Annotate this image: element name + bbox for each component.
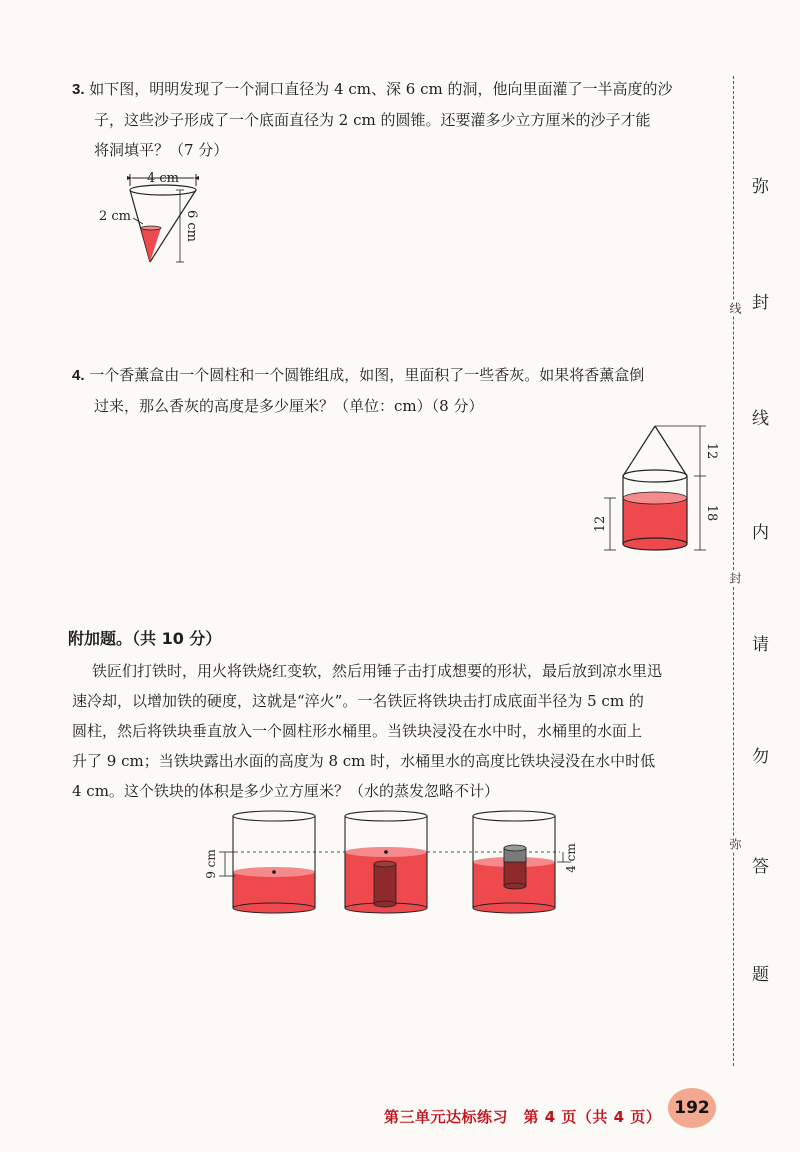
q3-line-1: 3. 如下图，明明发现了一个洞口直径为 4 cm、深 6 cm 的洞，他向里面灌了一半高度的沙 xyxy=(72,80,673,98)
footer-caption: 第三单元达标练习 第 4 页（共 4 页） xyxy=(384,1108,662,1126)
bonus-buckets-figure xyxy=(195,806,595,916)
bonus-line-4: 升了 9 cm；当铁块露出水面的高度为 8 cm 时，水桶里水的高度比铁块浸没在水中时低 xyxy=(72,752,656,770)
bonus-question xyxy=(72,656,714,806)
bonus-drop-label: 4 cm xyxy=(564,843,578,873)
q3-diameter-label: 4 cm xyxy=(146,171,180,186)
side-char-1: 弥 xyxy=(752,177,769,197)
bonus-line-1: 铁匠们打铁时，用火将铁烧红变软，然后用锤子击打成想要的形状，最后放到凉水里迅 xyxy=(92,662,663,680)
bucket-3 xyxy=(473,811,555,913)
q4-line-1: 4. 一个香薰盒由一个圆柱和一个圆锥组成，如图，里面积了一些香灰。如果将香薰盒倒 xyxy=(72,366,645,384)
side-char-4: 内 xyxy=(752,523,769,543)
q4-ash-height-label: 12 xyxy=(593,515,608,533)
q3-depth-label: 6 cm xyxy=(184,209,199,243)
side-char-3: 线 xyxy=(752,409,769,429)
bonus-title: 附加题。（共 10 分） xyxy=(68,629,222,648)
seal-mark-xian: 线 xyxy=(728,302,742,314)
bucket-1 xyxy=(233,811,315,913)
q4-cylinder-height-label: 18 xyxy=(704,504,719,522)
side-char-5: 请 xyxy=(752,635,769,655)
page-number-badge: 192 xyxy=(668,1088,716,1128)
seal-mark-mi: 弥 xyxy=(728,838,742,850)
q4-line-2: 过来，那么香灰的高度是多少厘米？（单位：cm）（8 分） xyxy=(94,397,484,415)
question-4 xyxy=(72,360,712,421)
bucket-2 xyxy=(345,811,427,913)
q3-cone-hole-figure xyxy=(85,166,205,276)
side-char-8: 题 xyxy=(752,965,769,985)
q4-cone-height-label: 12 xyxy=(704,442,719,460)
side-char-7: 答 xyxy=(752,857,769,877)
bonus-line-5: 4 cm。这个铁块的体积是多少立方厘米？（水的蒸发忽略不计） xyxy=(72,782,499,800)
bonus-line-3: 圆柱，然后将铁块垂直放入一个圆柱形水桶里。当铁块浸没在水中时，水桶里的水面上 xyxy=(72,722,643,740)
q4-number: 4. xyxy=(72,367,85,384)
seal-mark-feng: 封 xyxy=(728,572,742,584)
q4-aroma-box-figure xyxy=(590,418,720,568)
q3-line-2: 子，这些沙子形成了一个底面直径为 2 cm 的圆锥。还要灌多少立方厘米的沙子才能 xyxy=(94,111,651,129)
side-char-6: 勿 xyxy=(752,747,769,767)
q3-sand-diameter-label: 2 cm xyxy=(98,209,132,224)
question-3 xyxy=(72,74,712,165)
bonus-line-2: 速冷却，以增加铁的硬度，这就是“淬火”。一名铁匠将铁块击打成底面半径为 5 cm 的 xyxy=(72,692,644,710)
side-char-2: 封 xyxy=(752,293,769,313)
q3-number: 3. xyxy=(72,81,85,98)
q3-line-3: 将洞填平？（7 分） xyxy=(94,141,229,159)
bonus-rise-label: 9 cm xyxy=(204,849,218,879)
